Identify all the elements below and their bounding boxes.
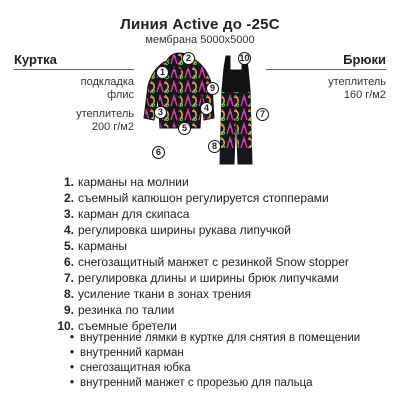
marker-1: 1 bbox=[156, 66, 169, 79]
feature-number: 1. bbox=[63, 175, 74, 189]
bullet-icon: • bbox=[69, 347, 74, 359]
feature-text: карманы bbox=[78, 239, 128, 253]
pants-insulation-value: 160 г/м2 bbox=[343, 89, 386, 101]
jacket-lining-value: флис bbox=[107, 89, 134, 101]
marker-3: 3 bbox=[154, 106, 167, 119]
feature-item bbox=[52, 175, 382, 189]
jacket-info bbox=[14, 52, 134, 134]
page-title: Линия Active до -25C bbox=[120, 16, 280, 33]
feature-text: карман для скипаса bbox=[78, 207, 190, 221]
pants-insulation bbox=[266, 76, 386, 102]
feature-item bbox=[52, 319, 382, 333]
feature-item bbox=[52, 303, 382, 317]
feature-text: карманы на молнии bbox=[78, 175, 189, 189]
feature-text: резинка по талии bbox=[78, 303, 175, 317]
bullet-item bbox=[52, 362, 387, 375]
marker-8: 8 bbox=[208, 140, 221, 153]
jacket-insulation bbox=[14, 108, 134, 134]
feature-number: 2. bbox=[63, 191, 74, 205]
feature-number: 4. bbox=[63, 223, 74, 237]
feature-item bbox=[52, 191, 382, 205]
feature-number: 5. bbox=[63, 239, 74, 253]
marker-5: 5 bbox=[178, 122, 191, 135]
bullet-item bbox=[52, 332, 387, 345]
bullet-icon: • bbox=[69, 362, 74, 374]
jacket-insulation-label: утеплитель bbox=[76, 108, 134, 120]
bullet-text: снегозащитная юбка bbox=[80, 362, 191, 374]
pants-insulation-label: утеплитель bbox=[328, 76, 386, 88]
pants-heading: Брюки bbox=[266, 52, 386, 70]
marker-9: 9 bbox=[206, 82, 219, 95]
feature-text: съемные бретели bbox=[78, 319, 177, 333]
jacket-lining-label: подкладка bbox=[80, 76, 134, 88]
bullet-text: внутренний манжет с прорезью для пальца bbox=[80, 377, 313, 389]
jacket-lining bbox=[14, 76, 134, 102]
feature-list bbox=[52, 175, 382, 335]
pants-info bbox=[266, 52, 386, 102]
feature-item bbox=[52, 207, 382, 221]
feature-item bbox=[52, 255, 382, 269]
bullet-icon: • bbox=[69, 377, 74, 389]
marker-2: 2 bbox=[182, 52, 195, 65]
bullet-item bbox=[52, 377, 387, 390]
feature-text: регулировка длины и ширины брюк липучками bbox=[78, 271, 339, 285]
feature-number: 6. bbox=[63, 255, 74, 269]
feature-number: 9. bbox=[63, 303, 74, 317]
product-illustration bbox=[142, 52, 274, 170]
feature-text: регулировка ширины рукава липучкой bbox=[78, 223, 291, 237]
bullet-text: внутренний карман bbox=[80, 347, 184, 359]
bullet-item bbox=[52, 347, 387, 360]
feature-number: 8. bbox=[63, 287, 74, 301]
feature-text: съемный капюшон регулируется стопперами bbox=[78, 191, 329, 205]
feature-item bbox=[52, 239, 382, 253]
bullet-text: внутренние лямки в куртке для снятия в помещении bbox=[80, 332, 361, 344]
marker-6: 6 bbox=[152, 146, 165, 159]
feature-number: 7. bbox=[63, 271, 74, 285]
feature-text: снегозащитный манжет с резинкой Snow stopper bbox=[78, 255, 349, 269]
jacket-heading: Куртка bbox=[14, 52, 134, 70]
marker-7: 7 bbox=[256, 108, 269, 121]
feature-text: усиление ткани в зонах трения bbox=[78, 287, 251, 301]
jacket-insulation-value: 200 г/м2 bbox=[91, 121, 134, 133]
feature-number: 10. bbox=[57, 319, 74, 333]
marker-4: 4 bbox=[200, 102, 213, 115]
bullet-icon: • bbox=[69, 332, 74, 344]
marker-10: 10 bbox=[239, 53, 250, 63]
feature-item bbox=[52, 223, 382, 237]
extra-features-list bbox=[52, 332, 387, 392]
membrane-subtitle: мембрана 5000х5000 bbox=[145, 34, 255, 46]
feature-number: 3. bbox=[63, 207, 74, 221]
feature-item bbox=[52, 271, 382, 285]
feature-item bbox=[52, 287, 382, 301]
